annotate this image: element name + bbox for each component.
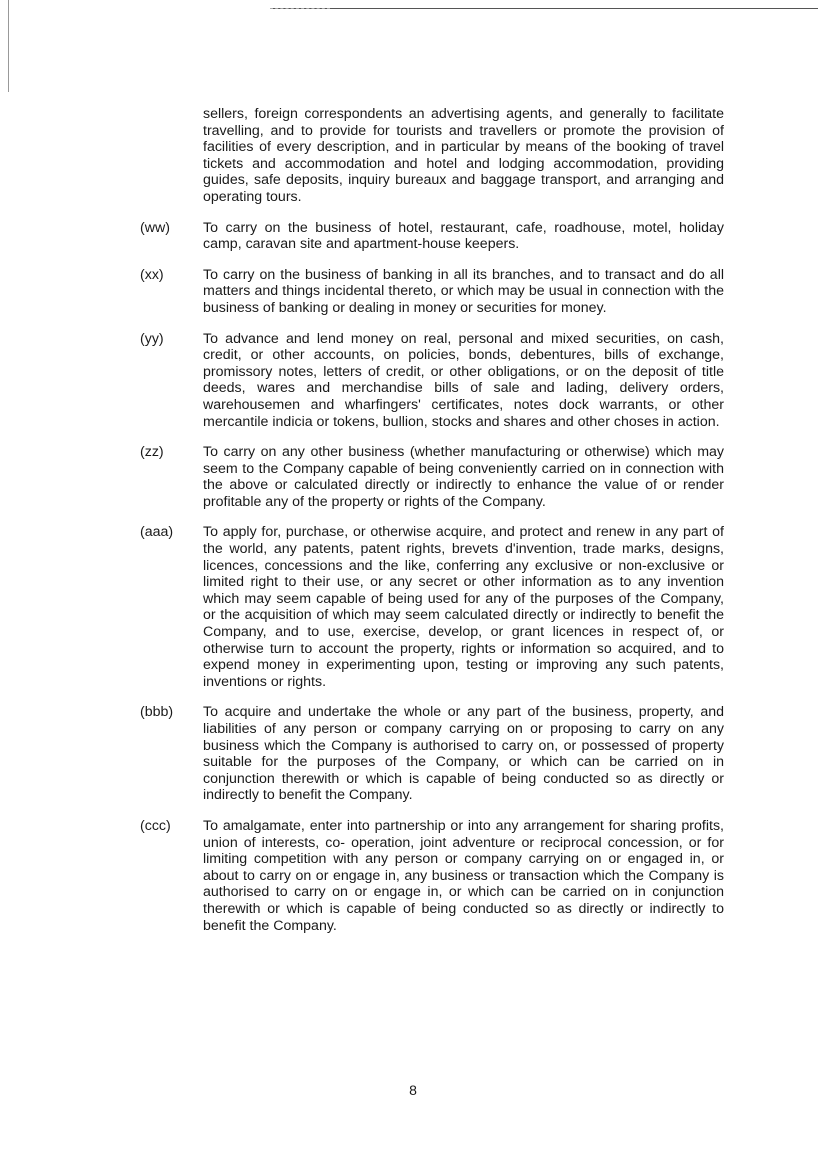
clause-text: To carry on the business of banking in all its branches, and to transact and do all matters and things incidental thereto, or which may be usual in connection with the business of banking or dealing in money or securities for money.	[203, 266, 724, 316]
clause-zz	[140, 444, 724, 510]
continuation-paragraph: sellers, foreign correspondents an advertising agents, and generally to facilitate travelling, and to provide for tourists and travellers or promote the provision of facilities of every description, and in particular by means of the booking of travel tickets and accommodation and hotel and lodging accommodation, providing guides, safe deposits, inquiry bureaux and baggage transport, and arranging and operating tours.	[203, 106, 724, 205]
clause-aaa	[140, 524, 724, 690]
document-body	[140, 106, 724, 948]
clause-text: To carry on any other business (whether manufacturing or otherwise) which may seem to the Company capable of being conveniently carried on in connection with the above or calculated directly or indirectly to enhance the value of or render profitable any of the property or rights of the Company.	[203, 444, 724, 510]
clause-yy	[140, 331, 724, 431]
clause-label: (zz)	[140, 444, 164, 461]
clause-text: To apply for, purchase, or otherwise acquire, and protect and renew in any part of the world, any patents, patent rights, brevets d'invention, trade marks, designs, licences, concessions and the like, conferring any exclusive or non-exclusive or limited right to their use, or any secret or other information as to any invention which may seem capable of being used for any of the purposes of the Company, or the acquisition of which may seem calculated directly or indirectly to benefit the Company, and to use, exercise, develop, or grant licences in respect of, or otherwise turn to account the property, rights or information so acquired, and to expend money in experimenting upon, testing or improving any such patents, inventions or rights.	[203, 524, 724, 690]
clause-xx	[140, 267, 724, 317]
clause-label: (bbb)	[140, 704, 174, 721]
clause-label: (ccc)	[140, 817, 171, 834]
clause-text: To acquire and undertake the whole or any part of the business, property, and liabilities of any person or company carrying on or proposing to carry on any business which the Company is authorised to carry on, or possessed of property suitable for the purposes of the Company, or which can be carried on in conjunction therewith or which is capable of being conducted so as directly or indirectly to benefit the Company.	[203, 704, 724, 804]
top-rule-faint	[270, 8, 330, 9]
clause-text: To carry on the business of hotel, restaurant, cafe, roadhouse, motel, holiday camp, caravan site and apartment-house keepers.	[203, 219, 724, 253]
clause-bbb	[140, 704, 724, 804]
clause-text: To advance and lend money on real, personal and mixed securities, on cash, credit, or other accounts, on policies, bonds, debentures, bills of exchange, promissory notes, letters of credit, or other obligations, or on the deposit of title deeds, wares and merchandise bills of sale and lading, delivery orders, warehousemen and wharfingers' certificates, notes dock warrants, or other mercantile indicia or tokens, bullion, stocks and shares and other choses in action.	[203, 330, 724, 430]
clause-label: (aaa)	[140, 524, 174, 541]
top-rule	[270, 8, 818, 9]
left-scan-edge	[8, 0, 9, 92]
clause-ww	[140, 220, 724, 253]
clause-text: To amalgamate, enter into partnership or into any arrangement for sharing profits, union of interests, co- operation, joint adventure or reciprocal concession, or for limiting competition with any person or company carrying on or engaged in, or about to carry on or engage in, any business or transaction which the Company is authorised to carry on or engage in, or which can be carried on in conjunction therewith or which is capable of being conducted so as directly or indirectly to benefit the Company.	[203, 817, 724, 934]
clause-label: (xx)	[140, 266, 164, 283]
clause-label: (ww)	[140, 219, 170, 236]
page-number: 8	[409, 1082, 417, 1098]
clause-label: (yy)	[140, 330, 164, 347]
clause-ccc	[140, 818, 724, 934]
